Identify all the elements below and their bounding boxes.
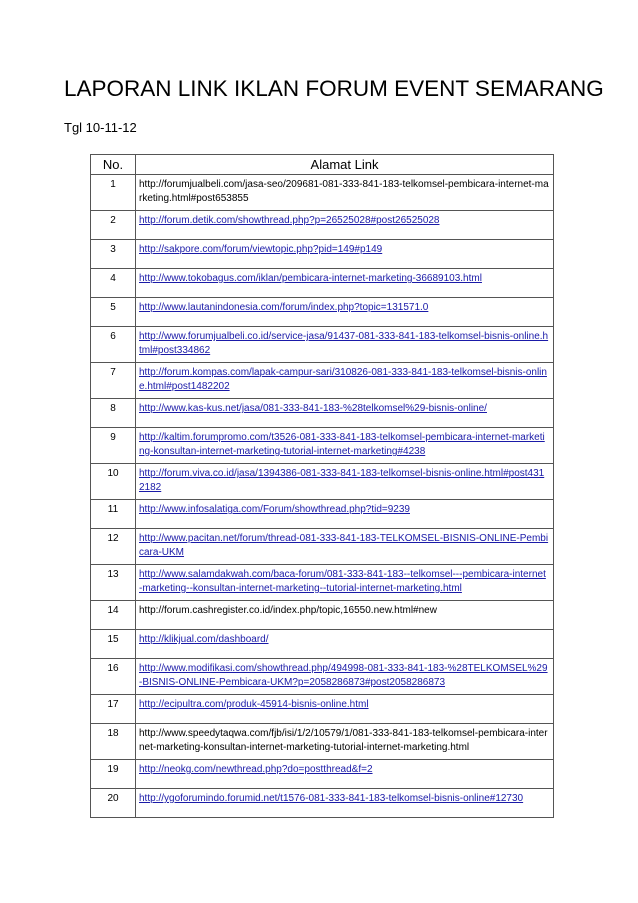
row-url-cell — [136, 529, 554, 565]
row-number: 10 — [91, 464, 136, 500]
table-row — [91, 659, 554, 695]
table-row — [91, 428, 554, 464]
url-link[interactable]: http://neokg.com/newthread.php?do=postthread&f=2 — [139, 764, 373, 775]
row-url-cell — [136, 298, 554, 327]
row-number: 8 — [91, 399, 136, 428]
row-number: 9 — [91, 428, 136, 464]
row-url-cell — [136, 659, 554, 695]
table-row — [91, 363, 554, 399]
row-url-cell — [136, 630, 554, 659]
row-url-cell — [136, 695, 554, 724]
row-url-cell — [136, 175, 554, 211]
url-text: http://www.speedytaqwa.com/fjb/isi/1/2/10579/1/081-333-841-183-telkomsel-pembicara-internet-marketing-konsultan-internet-marketing-tutorial-internet-marketing.html — [139, 728, 548, 753]
table-row — [91, 601, 554, 630]
row-number: 12 — [91, 529, 136, 565]
row-url-cell — [136, 601, 554, 630]
row-number: 13 — [91, 565, 136, 601]
row-number: 5 — [91, 298, 136, 327]
table-row — [91, 630, 554, 659]
url-link[interactable]: http://forum.detik.com/showthread.php?p=26525028#post26525028 — [139, 215, 440, 226]
row-url-cell — [136, 500, 554, 529]
row-number: 19 — [91, 760, 136, 789]
row-number: 4 — [91, 269, 136, 298]
row-number: 3 — [91, 240, 136, 269]
url-text: http://forum.cashregister.co.id/index.php/topic,16550.new.html#new — [139, 605, 437, 616]
row-number: 7 — [91, 363, 136, 399]
table-row — [91, 789, 554, 818]
table-row — [91, 240, 554, 269]
url-link[interactable]: http://www.modifikasi.com/showthread.php/494998-081-333-841-183-%28TELKOMSEL%29-BISNIS-ONLINE-Pembicara-UKM?p=2058286873#post2058286873 — [139, 663, 548, 688]
table-row — [91, 724, 554, 760]
table-row — [91, 500, 554, 529]
row-number: 16 — [91, 659, 136, 695]
url-link[interactable]: http://www.salamdakwah.com/baca-forum/081-333-841-183--telkomsel---pembicara-internet-marketing--konsultan-internet-marketing--tutorial-internet-marketing.html — [139, 569, 546, 594]
table-row — [91, 269, 554, 298]
row-url-cell — [136, 211, 554, 240]
row-url-cell — [136, 464, 554, 500]
document-title: LAPORAN LINK IKLAN FORUM EVENT SEMARANG — [64, 76, 604, 101]
url-link[interactable]: http://www.kas-kus.net/jasa/081-333-841-183-%28telkomsel%29-bisnis-online/ — [139, 403, 487, 414]
url-link[interactable]: http://ecipultra.com/produk-45914-bisnis-online.html — [139, 699, 369, 710]
row-url-cell — [136, 760, 554, 789]
column-header-url: Alamat Link — [136, 155, 554, 175]
table-body — [91, 175, 554, 818]
table-header-row — [91, 155, 554, 175]
url-link[interactable]: http://ygoforumindo.forumid.net/t1576-081-333-841-183-telkomsel-bisnis-online#12730 — [139, 793, 524, 804]
row-number: 6 — [91, 327, 136, 363]
row-url-cell — [136, 399, 554, 428]
table-row — [91, 760, 554, 789]
url-link[interactable]: http://sakpore.com/forum/viewtopic.php?pid=149#p149 — [139, 244, 383, 255]
table-row — [91, 399, 554, 428]
row-number: 17 — [91, 695, 136, 724]
url-link[interactable]: http://www.tokobagus.com/iklan/pembicara-internet-marketing-36689103.html — [139, 273, 482, 284]
table-row — [91, 327, 554, 363]
row-number: 1 — [91, 175, 136, 211]
row-number: 18 — [91, 724, 136, 760]
row-number: 2 — [91, 211, 136, 240]
url-link[interactable]: http://www.lautanindonesia.com/forum/index.php?topic=131571.0 — [139, 302, 429, 313]
links-table — [90, 154, 554, 818]
row-number: 14 — [91, 601, 136, 630]
report-date: Tgl 10-11-12 — [64, 120, 137, 135]
row-url-cell — [136, 363, 554, 399]
url-link[interactable]: http://forum.viva.co.id/jasa/1394386-081-333-841-183-telkomsel-bisnis-online.html#post4312182 — [139, 468, 545, 493]
row-url-cell — [136, 428, 554, 464]
row-number: 15 — [91, 630, 136, 659]
column-header-no: No. — [91, 155, 136, 175]
url-link[interactable]: http://forum.kompas.com/lapak-campur-sari/310826-081-333-841-183-telkomsel-bisnis-online.html#post1482202 — [139, 367, 547, 392]
url-text: http://forumjualbeli.com/jasa-seo/209681-081-333-841-183-telkomsel-pembicara-internet-marketing.html#post653855 — [139, 179, 549, 204]
url-link[interactable]: http://www.forumjualbeli.co.id/service-jasa/91437-081-333-841-183-telkomsel-bisnis-online.html#post334862 — [139, 331, 549, 356]
table-row — [91, 298, 554, 327]
table-row — [91, 695, 554, 724]
url-link[interactable]: http://kaltim.forumpromo.com/t3526-081-333-841-183-telkomsel-pembicara-internet-marketing-konsultan-internet-marketing-tutorial-internet-marketing#4238 — [139, 432, 545, 457]
url-link[interactable]: http://klikjual.com/dashboard/ — [139, 634, 269, 645]
table-row — [91, 529, 554, 565]
row-number: 11 — [91, 500, 136, 529]
url-link[interactable]: http://www.infosalatiga.com/Forum/showthread.php?tid=9239 — [139, 504, 410, 515]
url-link[interactable]: http://www.pacitan.net/forum/thread-081-333-841-183-TELKOMSEL-BISNIS-ONLINE-Pembicara-UKM — [139, 533, 549, 558]
row-url-cell — [136, 565, 554, 601]
table-row — [91, 175, 554, 211]
row-url-cell — [136, 269, 554, 298]
row-number: 20 — [91, 789, 136, 818]
table-row — [91, 464, 554, 500]
row-url-cell — [136, 327, 554, 363]
table-row — [91, 565, 554, 601]
row-url-cell — [136, 789, 554, 818]
row-url-cell — [136, 724, 554, 760]
table-row — [91, 211, 554, 240]
row-url-cell — [136, 240, 554, 269]
